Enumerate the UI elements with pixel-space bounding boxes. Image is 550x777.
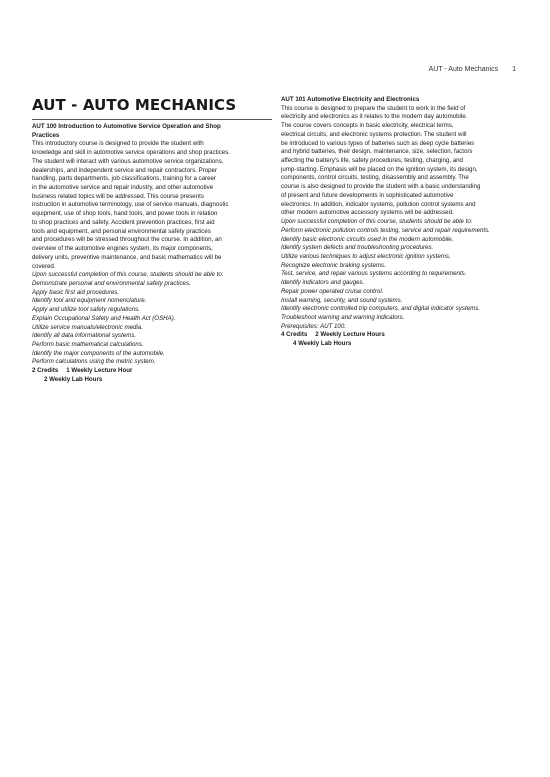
- running-header: [429, 66, 516, 73]
- objective-line: Install warning, security, and sound systems.: [281, 296, 403, 304]
- objective-line: Explain Occupational Safety and Health Act (OSHA).: [32, 314, 176, 322]
- credits-value: 2 Credits: [32, 367, 59, 375]
- description-line: other modern automotive accessory systems will be addressed.: [281, 209, 454, 217]
- description-line: electrical circuits, and electronic systems protection. The student will: [281, 130, 467, 138]
- objective-line: Apply basic first aid procedures.: [32, 288, 120, 296]
- description-line: delivery units, preventive maintenance, and basic mathematics will be: [32, 253, 222, 261]
- course-description: [281, 105, 521, 218]
- course-title: [32, 123, 272, 140]
- objective-line: Repair power operated cruise control.: [281, 287, 384, 295]
- description-line: This introductory course is designed to provide the student with: [32, 140, 204, 148]
- credits-value: 4 Credits: [281, 331, 308, 339]
- description-line: course is also designed to provide the student with a basic understanding: [281, 183, 481, 191]
- course-objectives: [281, 218, 521, 323]
- objective-line: Identify indicators and gauges.: [281, 279, 365, 287]
- lecture-hours: 1 Weekly Lecture Hour: [66, 367, 133, 375]
- objective-line: Identify all data informational systems.: [32, 332, 137, 340]
- description-line: The student will interact with various automotive service organizations,: [32, 157, 224, 165]
- left-column: [32, 96, 272, 385]
- objective-line: Identify electronic controlled trip computers, and digital indicator systems.: [281, 305, 480, 313]
- description-line: and hybrid batteries, their design, maintenance, size, selection, factors: [281, 148, 473, 156]
- course-prerequisites: Prerequisites: AUT 100.: [281, 322, 346, 330]
- description-line: equipment, use of shop tools, hand tools, and power tools in relation: [32, 210, 218, 218]
- course-credits: [32, 367, 272, 376]
- objective-line: Demonstrate personal and environmental safety practices.: [32, 279, 191, 287]
- objective-line: Utilize various techniques to adjust electronic ignition systems.: [281, 252, 451, 260]
- description-line: tools and equipment, and personal environmental safety practices: [32, 227, 211, 235]
- department-title: AUT - AUTO MECHANICS: [32, 96, 272, 120]
- course-title-line: AUT 100 Introduction to Automotive Service Operation and Shop: [32, 123, 221, 130]
- description-line: The course covers concepts in basic electricity, electrical terms,: [281, 122, 454, 130]
- description-line: overview of the automotive engines system, its major components,: [32, 245, 213, 253]
- description-line: instruction in automotive terminology, use of service manuals, diagnostic: [32, 201, 229, 209]
- objective-line: Identify tool and equipment nomenclature.: [32, 297, 147, 305]
- description-line: of present and future developments in sophisticated automotive: [281, 191, 454, 199]
- description-line: electricity and electronics as it relates to the modern day automobile.: [281, 113, 468, 121]
- description-line: This course is designed to prepare the student to work in the field of: [281, 104, 466, 112]
- description-line: be introduced to various types of batteries such as deep cycle batteries: [281, 139, 475, 147]
- description-line: handling, parts departments, job classifications, training for a career: [32, 175, 216, 183]
- description-line: electronics. In addition, indicator systems, pollution control systems and: [281, 200, 476, 208]
- objective-line: Identify the major components of the automobile.: [32, 349, 165, 357]
- course-objectives: [32, 271, 272, 367]
- course-title-line: AUT 101 Automotive Electricity and Electronics: [281, 96, 420, 103]
- objective-line: Identify basic electronic circuits used in the modern automobile.: [281, 235, 454, 243]
- description-line: in the automotive service and repair industry, and other automotive: [32, 184, 214, 192]
- objective-line: Apply and utilize tool safety regulations.: [32, 306, 140, 314]
- course-title: [281, 96, 521, 105]
- objective-line: Identify system defects and troubleshooting procedures.: [281, 244, 434, 252]
- course-description: [32, 140, 272, 271]
- description-line: and procedures will be stressed throughout the course. In addition, an: [32, 236, 222, 244]
- running-header-title: AUT - Auto Mechanics: [428, 66, 499, 73]
- course-credits: [281, 331, 521, 340]
- description-line: to shop practices and safety. Accident prevention practices, first aid: [32, 218, 215, 226]
- objective-line: Perform electronic pollution controls testing, service and repair requirements.: [281, 226, 490, 234]
- objective-line: Upon successful completion of this course, students should be able to:: [32, 271, 224, 279]
- description-line: affecting the battery's life, safety procedures, testing, charging, and: [281, 157, 463, 165]
- description-line: dealerships, and independent service and repair contractors. Proper: [32, 166, 218, 174]
- objective-line: Troubleshoot warning and warning indicators.: [281, 313, 405, 321]
- description-line: components, control circuits, testing, disassembly and assembly. The: [281, 174, 469, 182]
- course-aut-101: [281, 96, 521, 349]
- lab-hours: 2 Weekly Lab Hours: [44, 375, 103, 383]
- course-title-line: Practices: [32, 131, 60, 139]
- objective-line: Upon successful completion of this course, students should be able to:: [281, 218, 473, 226]
- objective-line: Perform basic mathematical calculations.: [32, 340, 144, 348]
- page-number: 1: [512, 66, 516, 73]
- description-line: business related topics will be addressed. This course presents: [32, 192, 204, 200]
- right-column: [281, 96, 521, 349]
- objective-line: Test, service, and repair various systems according to requirements.: [281, 270, 467, 278]
- course-aut-100: [32, 123, 272, 385]
- objective-line: Recognize electronic braking systems.: [281, 261, 386, 269]
- description-line: knowledge and skill in automotive service operations and shop practices.: [32, 149, 230, 157]
- lecture-hours: 2 Weekly Lecture Hours: [315, 331, 385, 339]
- description-line: jump-starting. Emphasis will be placed on the ignition system, its design,: [281, 165, 478, 173]
- description-line: covered.: [32, 262, 56, 270]
- lab-hours: 4 Weekly Lab Hours: [293, 340, 352, 348]
- objective-line: Utilize service manuals/electronic media.: [32, 323, 143, 331]
- objective-line: Perform calculations using the metric system.: [32, 358, 156, 366]
